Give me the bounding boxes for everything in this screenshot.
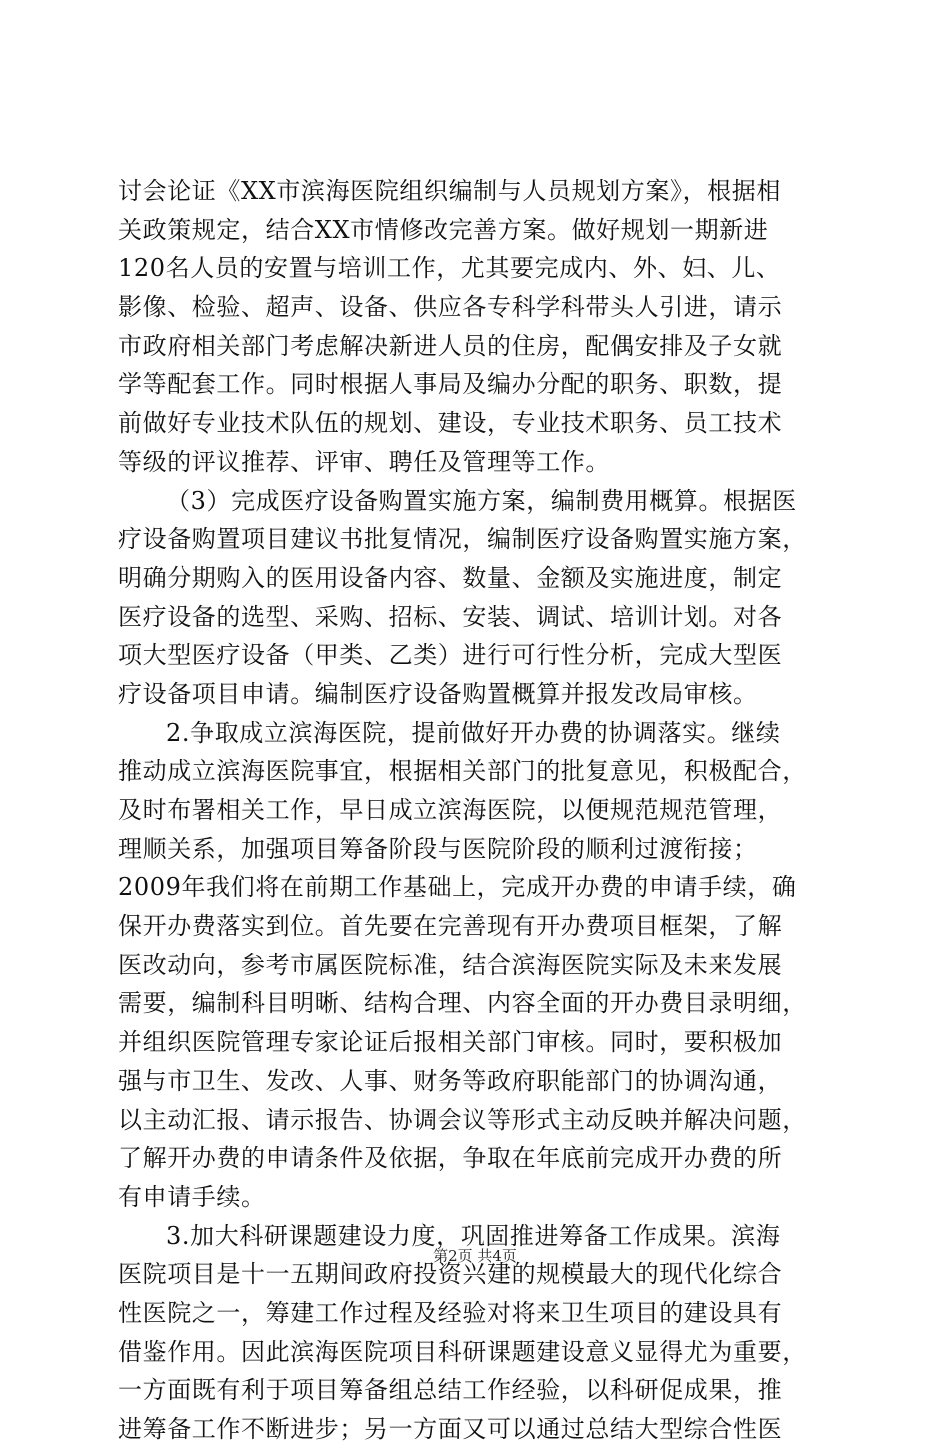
text-line: 疗设备项目申请。编制医疗设备购置概算并报发改局审核。 <box>118 679 758 708</box>
paragraph-start-line: 2.争取成立滨海医院，提前做好开办费的协调落实。继续 <box>166 718 781 747</box>
text-line: 疗设备购置项目建议书批复情况，编制医疗设备购置实施方案， <box>118 525 807 554</box>
paragraph-start-line: （3）完成医疗设备购置实施方案，编制费用概算。根据医 <box>166 486 797 515</box>
text-line: 学等配套工作。同时根据人事局及编办分配的职务、职数，提 <box>118 370 783 399</box>
text-line: 2009年我们将在前期工作基础上，完成开办费的申请手续，确 <box>118 873 797 902</box>
text-line: 强与市卫生、发改、人事、财务等政府职能部门的协调沟通， <box>118 1066 783 1095</box>
text-line: 以主动汇报、请示报告、协调会议等形式主动反映并解决问题， <box>118 1105 807 1134</box>
text-line: 需要，编制科目明晰、结构合理、内容全面的开办费目录明细， <box>118 989 807 1018</box>
text-line: 医院项目是十一五期间政府投资兴建的规模最大的现代化综合 <box>118 1260 783 1289</box>
text-line: 讨会论证《XX市滨海医院组织编制与人员规划方案》，根据相 <box>118 177 781 205</box>
text-line: 保开办费落实到位。首先要在完善现有开办费项目框架，了解 <box>118 912 783 941</box>
text-line: 性医院之一，筹建工作过程及经验对将来卫生项目的建设具有 <box>118 1298 783 1327</box>
text-line: 120名人员的安置与培训工作，尤其要完成内、外、妇、儿、 <box>118 254 781 283</box>
text-line: 有申请手续。 <box>118 1182 266 1211</box>
text-line: 项大型医疗设备（甲类、乙类）进行可行性分析，完成大型医 <box>118 641 783 670</box>
text-line: 医改动向，参考市属医院标准，结合滨海医院实际及未来发展 <box>118 950 783 979</box>
page-number-footer: 第2页 共4页 <box>433 1247 517 1265</box>
text-line: 医疗设备的选型、采购、招标、安装、调试、培训计划。对各 <box>118 602 783 631</box>
text-line: 及时布署相关工作，早日成立滨海医院，以便规范规范管理， <box>118 796 783 824</box>
text-line: 进筹备工作不断进步；另一方面又可以通过总结大型综合性医 <box>118 1415 783 1443</box>
text-line: 前做好专业技术队伍的规划、建设，专业技术职务、员工技术 <box>118 409 783 438</box>
paragraph-start-line: 3.加大科研课题建设力度，巩固推进筹备工作成果。滨海 <box>166 1221 781 1250</box>
text-line: 影像、检验、超声、设备、供应各专科学科带头人引进，请示 <box>118 293 783 322</box>
text-line: 理顺关系，加强项目筹备阶段与医院阶段的顺利过渡衔接； <box>118 834 758 863</box>
text-line: 了解开办费的申请条件及依据，争取在年底前完成开办费的所 <box>118 1144 783 1173</box>
text-line: 等级的评议推荐、评审、聘任及管理等工作。 <box>118 447 610 476</box>
text-line: 一方面既有利于项目筹备组总结工作经验，以科研促成果，推 <box>118 1376 783 1405</box>
text-line: 市政府相关部门考虑解决新进人员的住房，配偶安排及子女就 <box>118 331 783 360</box>
text-line: 借鉴作用。因此滨海医院项目科研课题建设意义显得尤为重要， <box>118 1337 807 1366</box>
text-line: 并组织医院管理专家论证后报相关部门审核。同时，要积极加 <box>118 1028 783 1057</box>
text-line: 关政策规定，结合XX市情修改完善方案。做好规划一期新进 <box>118 215 769 244</box>
text-line: 明确分期购入的医用设备内容、数量、金额及实施进度，制定 <box>118 563 783 592</box>
text-line: 推动成立滨海医院事宜，根据相关部门的批复意见，积极配合， <box>118 757 807 786</box>
